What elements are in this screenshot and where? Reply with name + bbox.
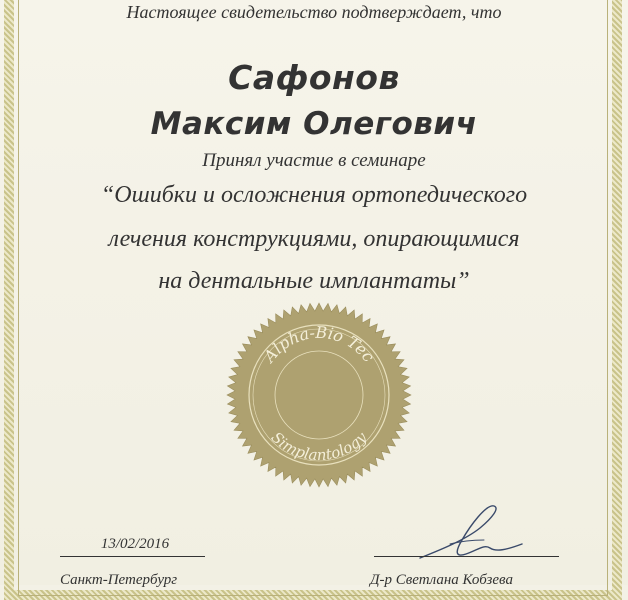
signature-icon	[410, 500, 530, 570]
date-underline	[60, 556, 205, 557]
participation-text: Принял участие в семинаре	[202, 150, 426, 171]
issue-city: Санкт-Петербург	[60, 572, 178, 588]
alpha-bio-seal-icon	[224, 300, 414, 490]
signer-name: Д-р Светлана Кобзева	[370, 572, 513, 588]
seal-text-top: Alpha-Bio Tec	[259, 322, 379, 366]
issue-date: 13/02/2016	[100, 536, 170, 552]
seminar-title-line-2: лечения конструкциями, опирающимися	[108, 226, 520, 252]
signature-underline	[374, 556, 559, 557]
seal-text-bottom: Simplantology	[267, 428, 371, 465]
recipient-given-name: Максим Олегович	[150, 106, 478, 142]
recipient-surname: Сафонов	[228, 58, 400, 97]
seminar-title-line-1: “Ошибки и осложнения ортопедического	[100, 182, 528, 208]
certificate-intro: Настоящее свидетельство подтверждает, что	[126, 2, 502, 22]
seminar-title-line-3: на дентальные имплантаты”	[158, 268, 470, 294]
